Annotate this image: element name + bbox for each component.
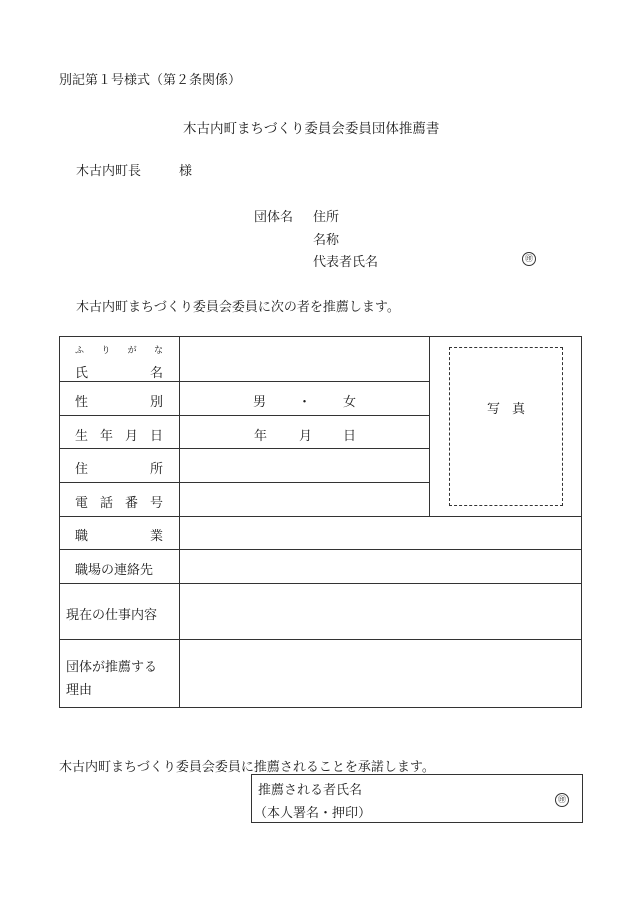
row-divider (59, 516, 581, 517)
occupation-char: 業 (149, 529, 163, 544)
furigana-char: り (101, 346, 111, 356)
gender-char: 性 (75, 395, 89, 410)
birthdate-char: 年 (99, 429, 113, 444)
phone-char: 電 (75, 496, 89, 511)
furigana-label (75, 343, 163, 356)
gender-label (75, 391, 163, 410)
furigana-char: ふ (75, 346, 85, 356)
consent-seal-mark: ㊞ (555, 793, 569, 807)
birthdate-label (75, 425, 163, 444)
reason-label-line1: 団体が推薦する (66, 660, 158, 675)
column-divider (179, 336, 180, 707)
gender-char: 別 (149, 395, 163, 410)
phone-char: 番 (124, 496, 138, 511)
phone-char: 話 (99, 496, 113, 511)
photo-char: 真 (511, 402, 525, 417)
photo-box (449, 347, 563, 506)
workplace-contact-label: 職場の連絡先 (75, 563, 154, 578)
occupation-label (75, 525, 163, 544)
row-divider (59, 381, 430, 382)
gender-separator: ・ (297, 395, 311, 410)
birthdate-char: 日 (149, 429, 163, 444)
name-char: 名 (149, 366, 163, 381)
birthdate-month-unit: 月 (299, 429, 313, 444)
birthdate-char: 月 (124, 429, 138, 444)
row-divider (59, 448, 430, 449)
phone-label (75, 492, 163, 511)
reason-label-line2: 理由 (66, 683, 93, 698)
furigana-char: が (127, 346, 137, 356)
organization-label: 団体名 (254, 210, 294, 225)
birthdate-year-unit: 年 (254, 429, 268, 444)
address-char: 住 (75, 462, 89, 477)
consent-text: 木古内町まちづくり委員会委員に推薦されることを承諾します。 (59, 760, 435, 775)
occupation-char: 職 (75, 529, 89, 544)
addressee-name: 木古内町長 (76, 164, 142, 179)
representative-name-label: 代表者氏名 (313, 255, 379, 270)
current-work-label: 現在の仕事内容 (66, 608, 158, 623)
row-divider (59, 415, 430, 416)
gender-options[interactable] (253, 391, 356, 410)
phone-char: 号 (149, 496, 163, 511)
name-label (75, 362, 163, 381)
row-divider (59, 482, 430, 483)
document-title: 木古内町まちづくり委員会委員団体推薦書 (183, 121, 440, 137)
address-label (75, 458, 163, 477)
address-char: 所 (149, 462, 163, 477)
organization-address-label: 住所 (313, 210, 340, 225)
furigana-char: な (153, 346, 163, 356)
photo-label (487, 398, 525, 417)
recommendation-intro: 木古内町まちづくり委員会委員に次の者を推薦します。 (76, 300, 400, 315)
consent-signature-label: 推薦される者氏名 (258, 783, 363, 798)
row-divider (59, 583, 581, 584)
name-char: 氏 (75, 366, 89, 381)
organization-name-label: 名称 (313, 233, 340, 248)
birthdate-day-unit: 日 (343, 429, 357, 444)
addressee-honorific: 様 (179, 164, 193, 179)
birthdate-char: 生 (75, 429, 89, 444)
consent-signature-sub: （本人署名・押印） (254, 806, 372, 821)
row-divider (59, 639, 581, 640)
form-number-label: 別記第１号様式（第２条関係） (59, 73, 242, 88)
gender-option-female[interactable]: 女 (342, 395, 356, 410)
photo-char: 写 (487, 402, 501, 417)
row-divider (59, 549, 581, 550)
gender-option-male[interactable]: 男 (253, 395, 267, 410)
column-divider (429, 336, 430, 517)
seal-mark: ㊞ (522, 252, 536, 266)
